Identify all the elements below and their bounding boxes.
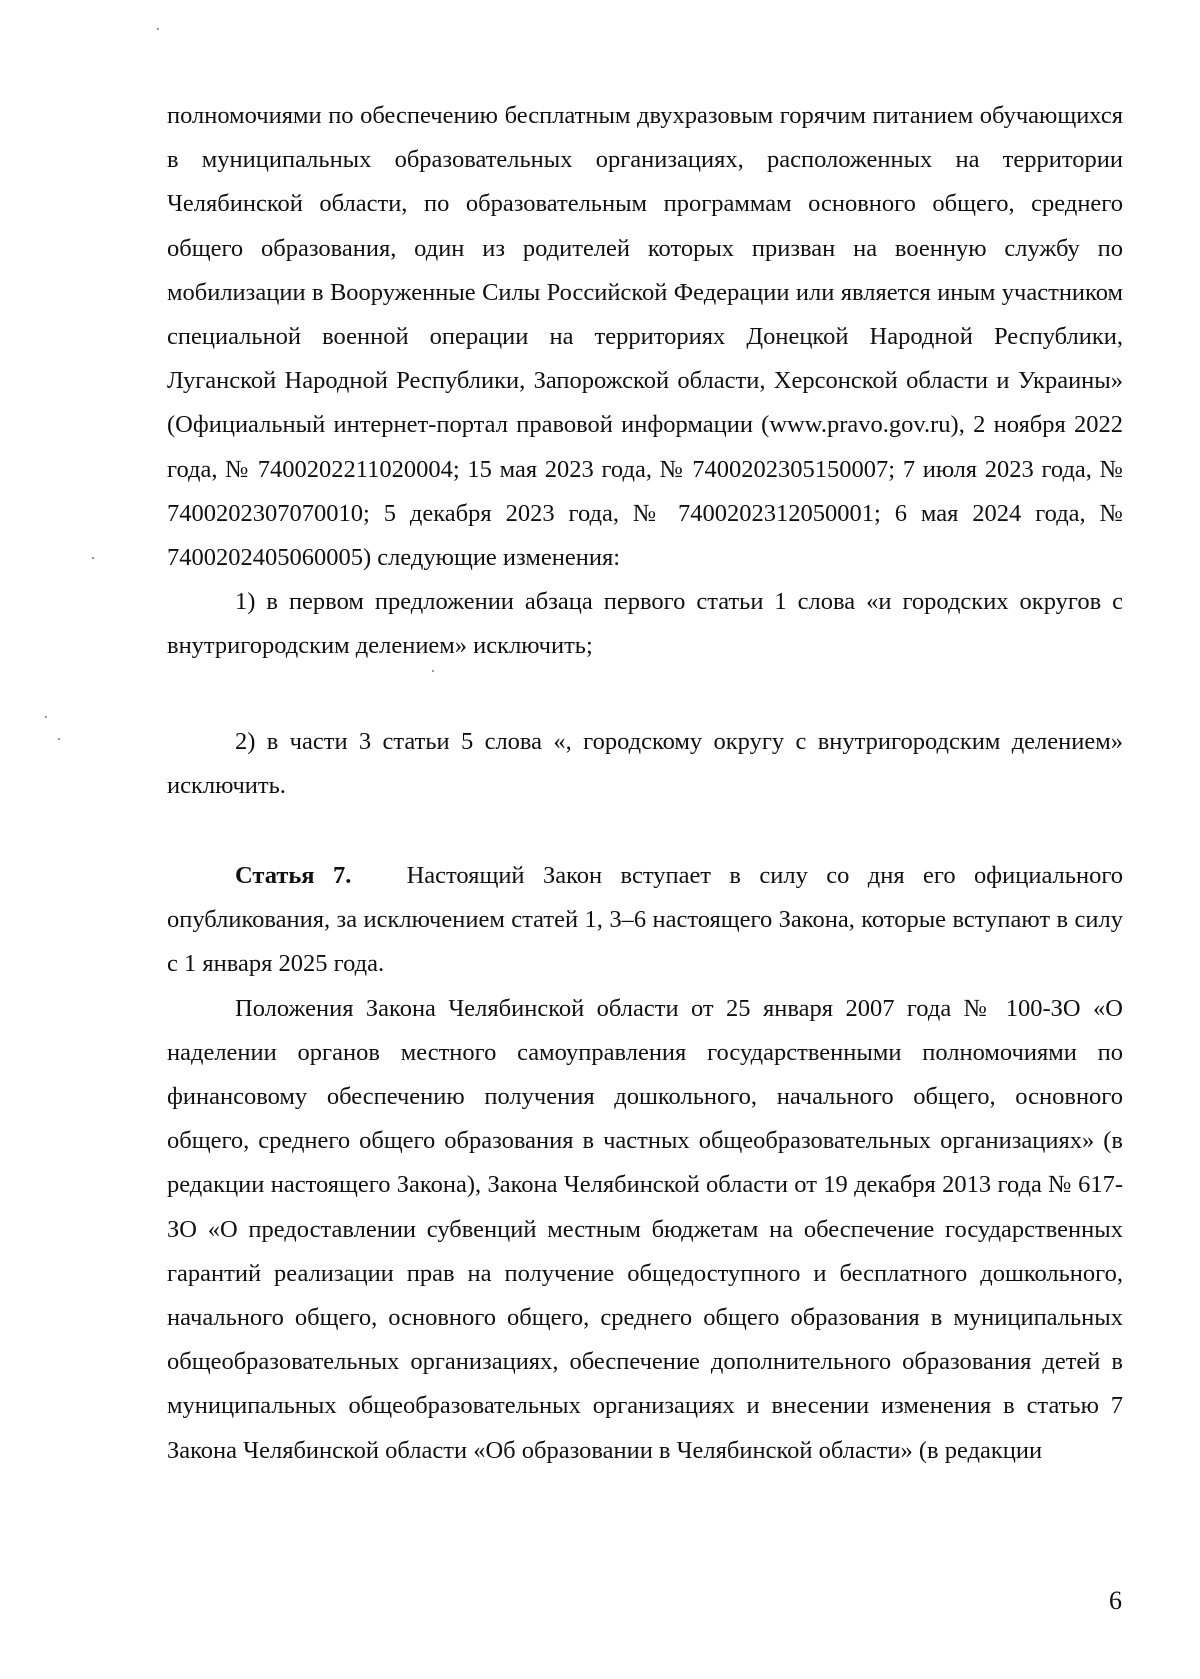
continuation-paragraph: полномочиями по обеспечению бесплатным двухразовым горячим питанием обучающихся в муниципальных образовательных организациях, расположенных на территории Челябинской области, по образовательным программам основного общего, среднего общего образования, один из родителей которых призван на военную службу по мобилизации в Вооруженные Силы Российской Федерации или является иным участником специальной военной операции на территориях Донецкой Народной Республики, Луганской Народной Республики, Запорожской области, Херсонской области и Украины» (Официальный интернет-портал правовой информации (www.pravo.gov.ru), 2 ноября 2022 года, № 7400202211020004; 15 мая 2023 года, № 7400202305150007; 7 июля 2023 года, № 7400202307070010; 5 декабря 2023 года, № 7400202312050001; 6 мая 2024 года, № 7400202405060005) следующие изменения: bbox=[167, 102, 1123, 572]
main-text-section bbox=[167, 94, 1123, 669]
provisions-paragraph: Положения Закона Челябинской области от 25 января 2007 года № 100-ЗО «О наделении органов местного самоуправления государственными полномочиями по финансовому обеспечению получения дошкольного, начального общего, основного общего, среднего общего образования в частных общеобразовательных организациях» (в редакции настоящего Закона), Закона Челябинской области от 19 декабря 2013 года № 617-ЗО «О предоставлении субвенций местным бюджетам на обеспечение государственных гарантий реализации прав на получение общедоступного и бесплатного дошкольного, начального общего, основного общего, среднего общего образования в муниципальных общеобразовательных организациях, обеспечение дополнительного образования детей в муниципальных общеобразовательных организациях и внесении изменения в статью 7 Закона Челябинской области «Об образовании в Челябинской области» (в редакции bbox=[167, 994, 1123, 1464]
amendment-item-2: 2) в части 3 статьи 5 слова «, городскому округу с внутригородским делением» исключить. bbox=[167, 728, 1123, 800]
article-7-section bbox=[167, 854, 1123, 1473]
page-number: 6 bbox=[1109, 1586, 1122, 1615]
article-7-heading: Статья 7. bbox=[235, 862, 352, 889]
article-7-text: Настоящий Закон вступает в силу со дня его официального опубликования, за исключением статей 1, 3–6 настоящего Закона, которые вступают в силу с 1 января 2025 года. bbox=[167, 862, 1124, 978]
scan-speck bbox=[92, 557, 94, 559]
scan-speck bbox=[45, 716, 47, 718]
amendment-section bbox=[167, 720, 1123, 808]
scan-speck bbox=[157, 28, 159, 30]
scan-speck bbox=[432, 670, 434, 672]
article-7-paragraph bbox=[167, 854, 1123, 987]
scan-speck bbox=[58, 738, 60, 740]
amendment-item-1: 1) в первом предложении абзаца первого статьи 1 слова «и городских округов с внутригородским делением» исключить; bbox=[167, 588, 1123, 660]
